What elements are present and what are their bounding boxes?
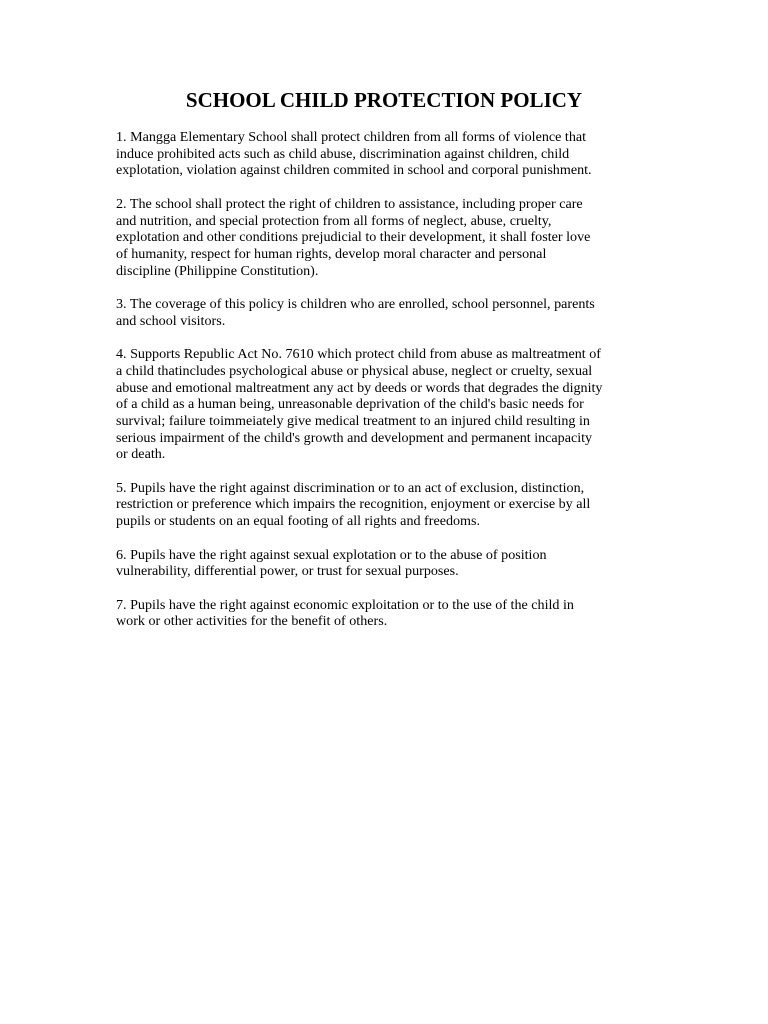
policy-item-3: 3. The coverage of this policy is children who are enrolled, school personnel, parents and school visitors. — [116, 296, 595, 329]
policy-item-6: 6. Pupils have the right against sexual explotation or to the abuse of position vulnerability, differential power, or trust for sexual purposes. — [116, 546, 547, 580]
policy-item-1: 1. Mangga Elementary School shall protect children from all forms of violence that induce prohibited acts such as child abuse, discrimination against children, child explotation, violation against children commited in school and corporal punishment. — [116, 129, 592, 179]
document-body — [116, 129, 656, 647]
document-title: SCHOOL CHILD PROTECTION POLICY — [185, 88, 583, 112]
policy-item-2: 2. The school shall protect the right of children to assistance, including proper care and nutrition, and special protection from all forms of neglect, abuse, cruelty, explotation and other conditions prejudicial to their development, it shall foster love of humanity, respect for human rights, develop moral character and personal discipline (Philippine Constitution). — [116, 195, 591, 279]
policy-item-4: 4. Supports Republic Act No. 7610 which protect child from abuse as maltreatment of a child thatincludes psychological abuse or physical abuse, neglect or cruelty, sexual abuse and emotional maltreatment any act by deeds or words that degrades the dignity of a child as a human being, unreasonable deprivation of the child's basic needs for survival; failure toimmeiately give medical treatment to an injured child resulting in serious impairment of the child's growth and development and permanent incapacity or death. — [116, 346, 603, 463]
policy-item-5: 5. Pupils have the right against discrimination or to an act of exclusion, distinction, restriction or preference which impairs the recognition, enjoyment or exercise by all pupils or students on an equal footing of all rights and freedoms. — [116, 479, 591, 530]
policy-item-7: 7. Pupils have the right against economic exploitation or to the use of the child in work or other activities for the benefit of others. — [116, 596, 574, 630]
